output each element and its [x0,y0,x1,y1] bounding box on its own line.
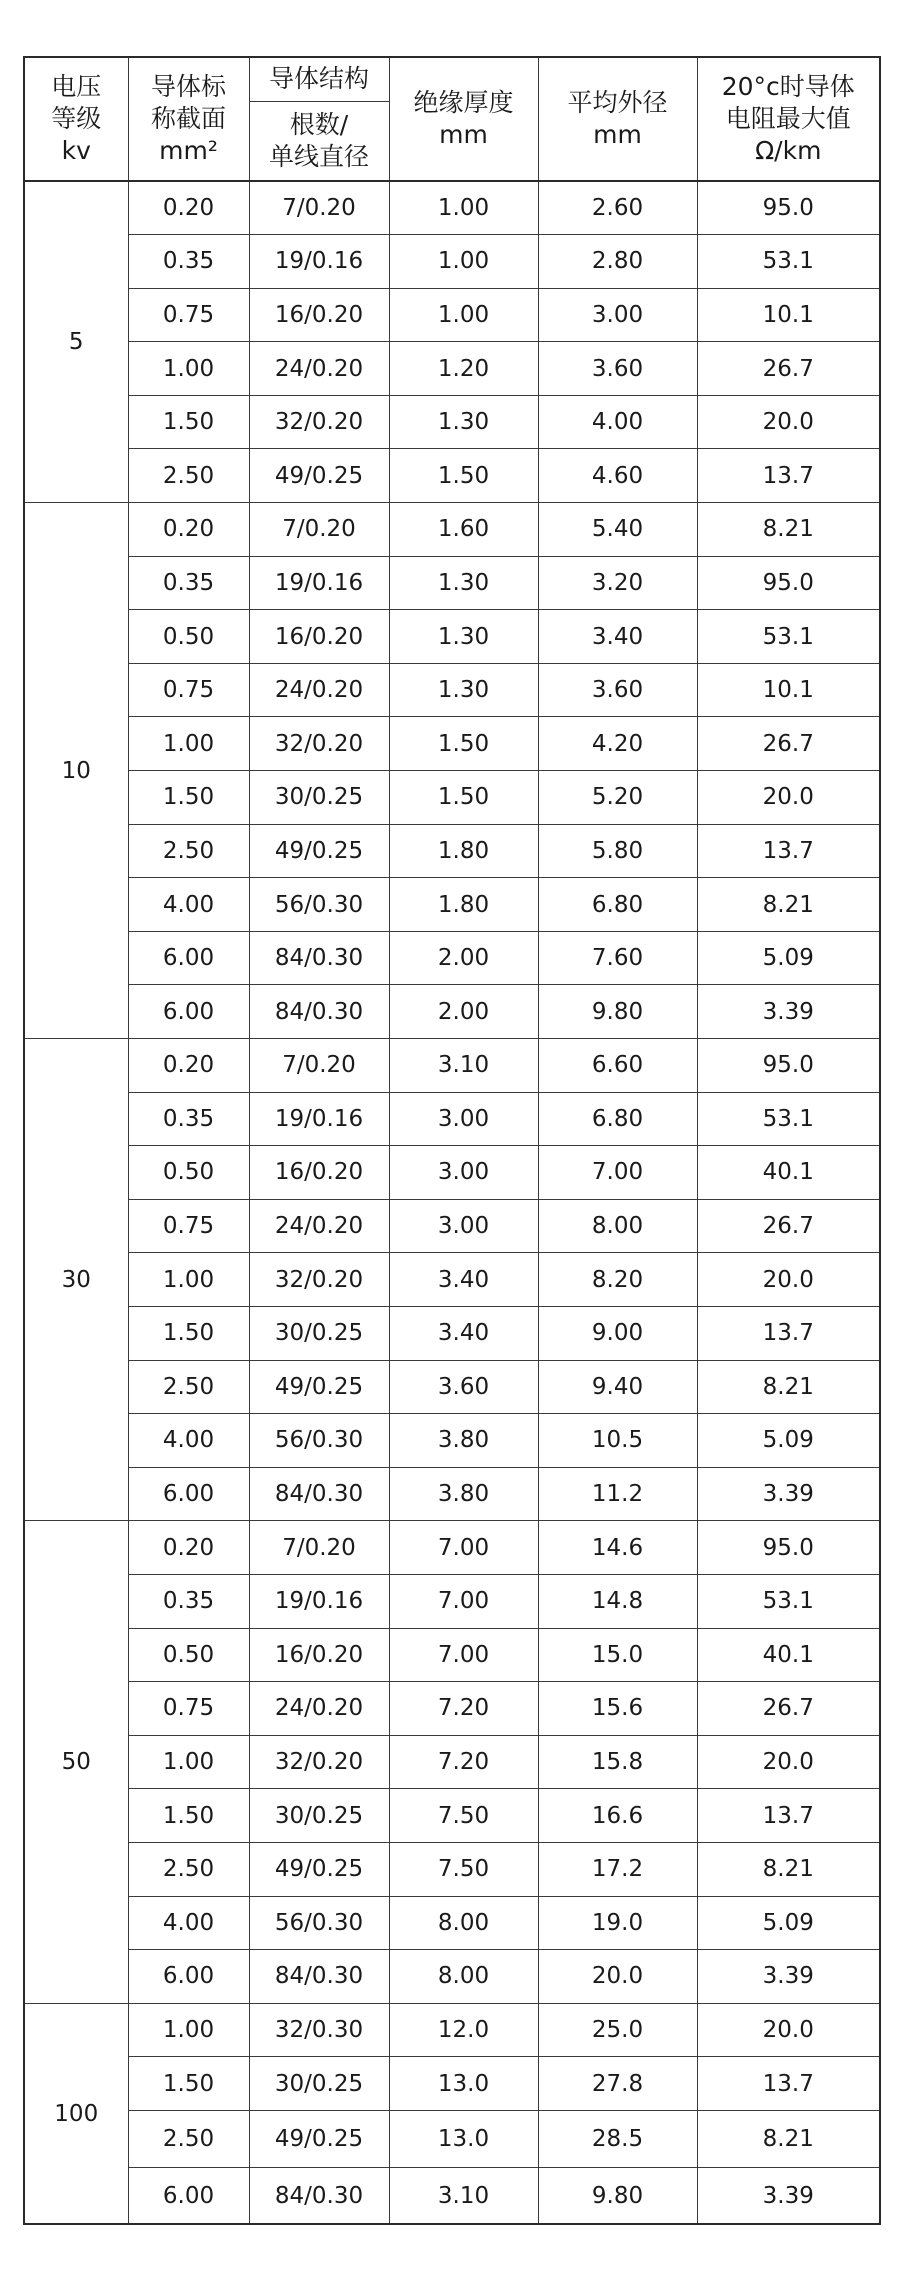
outer-diameter-cell: 14.6 [538,1521,697,1575]
cross-section-cell: 6.00 [128,931,249,985]
voltage-level-cell: 5 [24,181,128,503]
cross-section-cell: 1.00 [128,1735,249,1789]
table-row [24,1467,880,1521]
table-row [24,2110,880,2167]
resistance-cell: 26.7 [697,1682,880,1736]
strand-structure-cell: 7/0.20 [249,503,389,557]
table-row [24,342,880,396]
voltage-level-cell: 30 [24,1039,128,1521]
table-row [24,235,880,289]
table-row [24,1682,880,1736]
cross-section-cell: 4.00 [128,1414,249,1468]
outer-diameter-cell: 7.60 [538,931,697,985]
resistance-cell: 40.1 [697,1146,880,1200]
table-row [24,1306,880,1360]
cross-section-cell: 1.50 [128,771,249,825]
outer-diameter-cell: 17.2 [538,1842,697,1896]
table-row [24,181,880,235]
outer-diameter-cell: 9.80 [538,2167,697,2224]
cross-section-cell: 0.50 [128,1628,249,1682]
cross-section-cell: 1.50 [128,2057,249,2111]
insulation-thickness-cell: 1.50 [389,449,538,503]
outer-diameter-cell: 3.20 [538,556,697,610]
insulation-thickness-cell: 8.00 [389,1896,538,1950]
cross-section-cell: 2.50 [128,1360,249,1414]
table-row [24,1253,880,1307]
outer-diameter-cell: 9.00 [538,1306,697,1360]
table-row [24,2057,880,2111]
table-row [24,1521,880,1575]
outer-diameter-cell: 15.8 [538,1735,697,1789]
cross-section-cell: 4.00 [128,878,249,932]
table-row [24,610,880,664]
outer-diameter-cell: 5.40 [538,503,697,557]
resistance-cell: 8.21 [697,2110,880,2167]
resistance-cell: 20.0 [697,395,880,449]
outer-diameter-cell: 10.5 [538,1414,697,1468]
resistance-cell: 26.7 [697,1199,880,1253]
table-row [24,556,880,610]
strand-structure-cell: 84/0.30 [249,1467,389,1521]
cross-section-cell: 1.50 [128,395,249,449]
table-row [24,824,880,878]
table-row [24,288,880,342]
outer-diameter-cell: 6.80 [538,878,697,932]
outer-diameter-cell: 2.60 [538,181,697,235]
cross-section-cell: 0.20 [128,1039,249,1093]
resistance-cell: 95.0 [697,556,880,610]
cross-section-cell: 2.50 [128,824,249,878]
strand-structure-cell: 84/0.30 [249,985,389,1039]
resistance-cell: 3.39 [697,1950,880,2004]
resistance-cell: 53.1 [697,235,880,289]
insulation-thickness-cell: 2.00 [389,985,538,1039]
table-row [24,771,880,825]
strand-structure-cell: 84/0.30 [249,931,389,985]
strand-structure-cell: 7/0.20 [249,181,389,235]
cross-section-cell: 6.00 [128,2167,249,2224]
strand-structure-cell: 30/0.25 [249,1306,389,1360]
cross-section-cell: 0.20 [128,503,249,557]
resistance-cell: 8.21 [697,1360,880,1414]
cable-spec-table [23,56,881,2225]
table-row [24,449,880,503]
cross-section-cell: 6.00 [128,1950,249,2004]
cross-section-cell: 0.35 [128,1574,249,1628]
table-row [24,985,880,1039]
header-resistance: 20°c时导体 电阻最大值 Ω/km [697,57,880,181]
resistance-cell: 5.09 [697,1896,880,1950]
resistance-cell: 5.09 [697,1414,880,1468]
outer-diameter-cell: 11.2 [538,1467,697,1521]
outer-diameter-cell: 4.60 [538,449,697,503]
outer-diameter-cell: 5.20 [538,771,697,825]
resistance-cell: 53.1 [697,1092,880,1146]
strand-structure-cell: 24/0.20 [249,342,389,396]
outer-diameter-cell: 27.8 [538,2057,697,2111]
resistance-cell: 40.1 [697,1628,880,1682]
cross-section-cell: 0.50 [128,610,249,664]
strand-structure-cell: 24/0.20 [249,1199,389,1253]
insulation-thickness-cell: 8.00 [389,1950,538,2004]
resistance-cell: 20.0 [697,771,880,825]
insulation-thickness-cell: 1.00 [389,288,538,342]
table-row [24,1574,880,1628]
cross-section-cell: 1.00 [128,717,249,771]
resistance-cell: 95.0 [697,1039,880,1093]
resistance-cell: 20.0 [697,1735,880,1789]
outer-diameter-cell: 6.60 [538,1039,697,1093]
outer-diameter-cell: 3.60 [538,342,697,396]
outer-diameter-cell: 9.40 [538,1360,697,1414]
voltage-level-cell: 100 [24,2003,128,2224]
insulation-thickness-cell: 2.00 [389,931,538,985]
insulation-thickness-cell: 1.30 [389,395,538,449]
header-structure-sub: 根数/ 单线直径 [249,101,389,181]
insulation-thickness-cell: 3.40 [389,1253,538,1307]
outer-diameter-cell: 15.0 [538,1628,697,1682]
strand-structure-cell: 24/0.20 [249,663,389,717]
cross-section-cell: 0.35 [128,1092,249,1146]
table-row [24,717,880,771]
outer-diameter-cell: 6.80 [538,1092,697,1146]
insulation-thickness-cell: 3.60 [389,1360,538,1414]
cross-section-cell: 6.00 [128,1467,249,1521]
insulation-thickness-cell: 1.60 [389,503,538,557]
insulation-thickness-cell: 7.20 [389,1735,538,1789]
table-row [24,395,880,449]
strand-structure-cell: 19/0.16 [249,1092,389,1146]
header-insulation: 绝缘厚度 mm [389,57,538,181]
outer-diameter-cell: 16.6 [538,1789,697,1843]
insulation-thickness-cell: 3.40 [389,1306,538,1360]
table-row [24,1628,880,1682]
insulation-thickness-cell: 1.80 [389,824,538,878]
cross-section-cell: 2.50 [128,1842,249,1896]
strand-structure-cell: 7/0.20 [249,1521,389,1575]
cross-section-cell: 0.75 [128,1682,249,1736]
strand-structure-cell: 30/0.25 [249,771,389,825]
strand-structure-cell: 16/0.20 [249,1628,389,1682]
cross-section-cell: 0.75 [128,288,249,342]
resistance-cell: 13.7 [697,824,880,878]
insulation-thickness-cell: 1.30 [389,663,538,717]
strand-structure-cell: 32/0.20 [249,1253,389,1307]
strand-structure-cell: 30/0.25 [249,2057,389,2111]
strand-structure-cell: 56/0.30 [249,1896,389,1950]
table-row [24,931,880,985]
cross-section-cell: 0.75 [128,663,249,717]
strand-structure-cell: 19/0.16 [249,1574,389,1628]
strand-structure-cell: 19/0.16 [249,235,389,289]
resistance-cell: 26.7 [697,342,880,396]
strand-structure-cell: 49/0.25 [249,1842,389,1896]
resistance-cell: 3.39 [697,1467,880,1521]
table-row [24,1950,880,2004]
insulation-thickness-cell: 7.00 [389,1628,538,1682]
outer-diameter-cell: 15.6 [538,1682,697,1736]
resistance-cell: 8.21 [697,878,880,932]
outer-diameter-cell: 19.0 [538,1896,697,1950]
strand-structure-cell: 32/0.20 [249,717,389,771]
insulation-thickness-cell: 3.10 [389,1039,538,1093]
resistance-cell: 10.1 [697,663,880,717]
outer-diameter-cell: 4.00 [538,395,697,449]
outer-diameter-cell: 7.00 [538,1146,697,1200]
strand-structure-cell: 56/0.30 [249,1414,389,1468]
strand-structure-cell: 49/0.25 [249,2110,389,2167]
strand-structure-cell: 16/0.20 [249,610,389,664]
resistance-cell: 10.1 [697,288,880,342]
resistance-cell: 53.1 [697,1574,880,1628]
insulation-thickness-cell: 13.0 [389,2057,538,2111]
outer-diameter-cell: 3.40 [538,610,697,664]
outer-diameter-cell: 2.80 [538,235,697,289]
cross-section-cell: 1.50 [128,1306,249,1360]
insulation-thickness-cell: 3.00 [389,1146,538,1200]
strand-structure-cell: 56/0.30 [249,878,389,932]
strand-structure-cell: 49/0.25 [249,449,389,503]
resistance-cell: 3.39 [697,2167,880,2224]
header-structure-group: 导体结构 [249,57,389,101]
voltage-level-cell: 50 [24,1521,128,2003]
insulation-thickness-cell: 3.00 [389,1199,538,1253]
table-row [24,1414,880,1468]
table-body [24,181,880,2224]
cross-section-cell: 2.50 [128,449,249,503]
strand-structure-cell: 32/0.20 [249,395,389,449]
insulation-thickness-cell: 3.00 [389,1092,538,1146]
resistance-cell: 26.7 [697,717,880,771]
header-outer-diameter: 平均外径 mm [538,57,697,181]
table-row [24,503,880,557]
strand-structure-cell: 30/0.25 [249,1789,389,1843]
outer-diameter-cell: 8.20 [538,1253,697,1307]
voltage-level-cell: 10 [24,503,128,1039]
insulation-thickness-cell: 12.0 [389,2003,538,2057]
table-row [24,1146,880,1200]
outer-diameter-cell: 8.00 [538,1199,697,1253]
table-row [24,878,880,932]
resistance-cell: 3.39 [697,985,880,1039]
outer-diameter-cell: 14.8 [538,1574,697,1628]
insulation-thickness-cell: 7.20 [389,1682,538,1736]
table-row [24,1735,880,1789]
insulation-thickness-cell: 1.50 [389,771,538,825]
cross-section-cell: 1.00 [128,342,249,396]
table-row [24,1789,880,1843]
strand-structure-cell: 84/0.30 [249,2167,389,2224]
strand-structure-cell: 7/0.20 [249,1039,389,1093]
outer-diameter-cell: 3.00 [538,288,697,342]
cross-section-cell: 1.00 [128,1253,249,1307]
table-row [24,1092,880,1146]
strand-structure-cell: 84/0.30 [249,1950,389,2004]
strand-structure-cell: 19/0.16 [249,556,389,610]
table-row [24,663,880,717]
header-voltage: 电压 等级 kv [24,57,128,181]
insulation-thickness-cell: 1.00 [389,181,538,235]
strand-structure-cell: 32/0.30 [249,2003,389,2057]
cross-section-cell: 0.20 [128,1521,249,1575]
insulation-thickness-cell: 3.10 [389,2167,538,2224]
cross-section-cell: 1.50 [128,1789,249,1843]
table-row [24,1842,880,1896]
insulation-thickness-cell: 1.30 [389,556,538,610]
cross-section-cell: 6.00 [128,985,249,1039]
strand-structure-cell: 32/0.20 [249,1735,389,1789]
cross-section-cell: 4.00 [128,1896,249,1950]
cross-section-cell: 0.35 [128,556,249,610]
resistance-cell: 8.21 [697,503,880,557]
insulation-thickness-cell: 1.30 [389,610,538,664]
insulation-thickness-cell: 13.0 [389,2110,538,2167]
outer-diameter-cell: 4.20 [538,717,697,771]
insulation-thickness-cell: 7.00 [389,1521,538,1575]
table-row [24,1199,880,1253]
cross-section-cell: 1.00 [128,2003,249,2057]
cross-section-cell: 0.20 [128,181,249,235]
resistance-cell: 13.7 [697,1306,880,1360]
outer-diameter-cell: 9.80 [538,985,697,1039]
table-row [24,1360,880,1414]
table-row [24,2167,880,2224]
resistance-cell: 8.21 [697,1842,880,1896]
resistance-cell: 20.0 [697,1253,880,1307]
cross-section-cell: 0.75 [128,1199,249,1253]
outer-diameter-cell: 28.5 [538,2110,697,2167]
outer-diameter-cell: 3.60 [538,663,697,717]
outer-diameter-cell: 20.0 [538,1950,697,2004]
resistance-cell: 13.7 [697,449,880,503]
resistance-cell: 53.1 [697,610,880,664]
strand-structure-cell: 24/0.20 [249,1682,389,1736]
header-cross-section: 导体标 称截面 mm² [128,57,249,181]
table-row [24,2003,880,2057]
table-row [24,1896,880,1950]
cross-section-cell: 0.50 [128,1146,249,1200]
table-row [24,1039,880,1093]
outer-diameter-cell: 25.0 [538,2003,697,2057]
resistance-cell: 13.7 [697,2057,880,2111]
outer-diameter-cell: 5.80 [538,824,697,878]
table-header [24,57,880,181]
strand-structure-cell: 49/0.25 [249,824,389,878]
cross-section-cell: 2.50 [128,2110,249,2167]
insulation-thickness-cell: 1.20 [389,342,538,396]
cross-section-cell: 0.35 [128,235,249,289]
insulation-thickness-cell: 1.00 [389,235,538,289]
strand-structure-cell: 16/0.20 [249,1146,389,1200]
insulation-thickness-cell: 7.00 [389,1574,538,1628]
insulation-thickness-cell: 3.80 [389,1467,538,1521]
resistance-cell: 13.7 [697,1789,880,1843]
insulation-thickness-cell: 1.80 [389,878,538,932]
insulation-thickness-cell: 1.50 [389,717,538,771]
strand-structure-cell: 49/0.25 [249,1360,389,1414]
resistance-cell: 20.0 [697,2003,880,2057]
resistance-cell: 5.09 [697,931,880,985]
insulation-thickness-cell: 7.50 [389,1789,538,1843]
strand-structure-cell: 16/0.20 [249,288,389,342]
insulation-thickness-cell: 3.80 [389,1414,538,1468]
resistance-cell: 95.0 [697,1521,880,1575]
resistance-cell: 95.0 [697,181,880,235]
insulation-thickness-cell: 7.50 [389,1842,538,1896]
